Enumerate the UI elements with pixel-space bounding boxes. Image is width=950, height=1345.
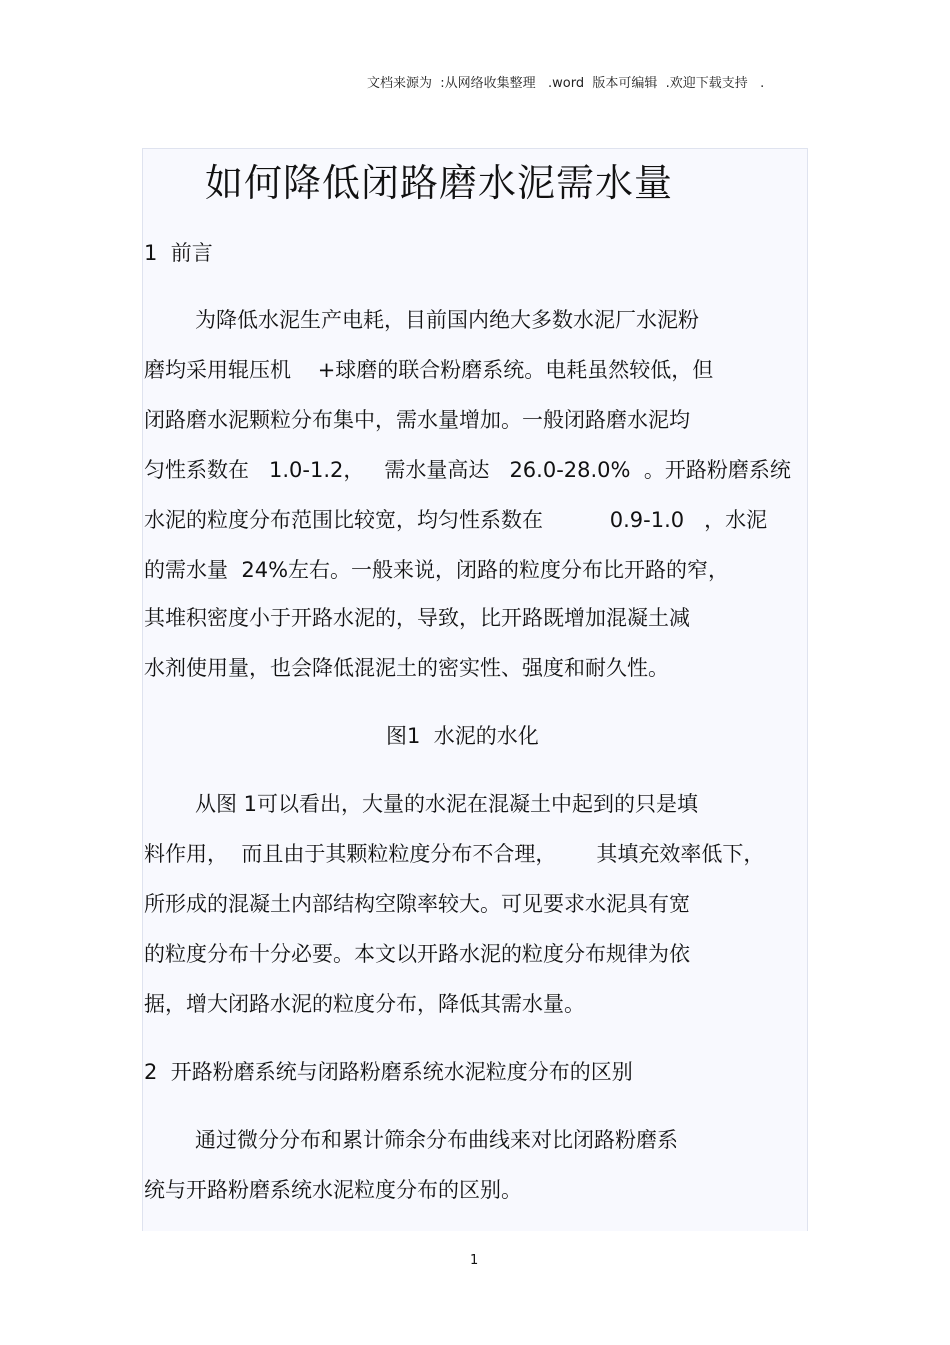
- paragraph-line: 的粒度分布十分必要。本文以开路水泥的粒度分布规律为依: [144, 942, 690, 966]
- paragraph-line: 的需水量 24%左右。一般来说，闭路的粒度分布比开路的窄，: [144, 558, 730, 582]
- paragraph-line: 磨均采用辊压机 +球磨的联合粉磨系统。电耗虽然较低，但: [144, 358, 714, 382]
- paragraph-line: 闭路磨水泥颗粒分布集中，需水量增加。一般闭路磨水泥均: [144, 408, 690, 432]
- paragraph-line: 统与开路粉磨系统水泥粒度分布的区别。: [144, 1178, 522, 1202]
- paragraph-line: 据，增大闭路水泥的粒度分布，降低其需水量。: [144, 992, 585, 1016]
- section-heading-1: 1 前言: [144, 241, 213, 265]
- document-title: 如何降低闭路磨水泥需水量: [205, 161, 674, 205]
- paragraph-line: 从图 1可以看出，大量的水泥在混凝土中起到的只是填: [195, 792, 699, 816]
- section-heading-2: 2 开路粉磨系统与闭路粉磨系统水泥粒度分布的区别: [144, 1060, 633, 1084]
- paragraph-line: 其堆积密度小于开路水泥的，导致，比开路既增加混凝土减: [144, 606, 690, 630]
- paragraph-line: 匀性系数在 1.0-1.2， 需水量高达 26.0-28.0% 。开路粉磨系统: [144, 458, 791, 482]
- page-number: 1: [470, 1253, 479, 1268]
- paragraph-line: 料作用， 而且由于其颗粒粒度分布不合理， 其填充效率低下，: [144, 842, 765, 866]
- paragraph-line: 通过微分分布和累计筛余分布曲线来对比闭路粉磨系: [195, 1128, 678, 1152]
- paragraph-line: 为降低水泥生产电耗，目前国内绝大多数水泥厂水泥粉: [195, 308, 699, 332]
- paragraph-line: 所形成的混凝土内部结构空隙率较大。可见要求水泥具有宽: [144, 892, 690, 916]
- paragraph-line: 水泥的粒度分布范围比较宽，均匀性系数在 0.9-1.0 ，水泥: [144, 508, 768, 532]
- paragraph-line: 水剂使用量，也会降低混泥土的密实性、强度和耐久性。: [144, 656, 669, 680]
- figure-caption: 图1 水泥的水化: [386, 724, 539, 748]
- document-source-header: 文档来源为 :从网络收集整理 .word 版本可编辑 .欢迎下载支持 .: [367, 76, 765, 91]
